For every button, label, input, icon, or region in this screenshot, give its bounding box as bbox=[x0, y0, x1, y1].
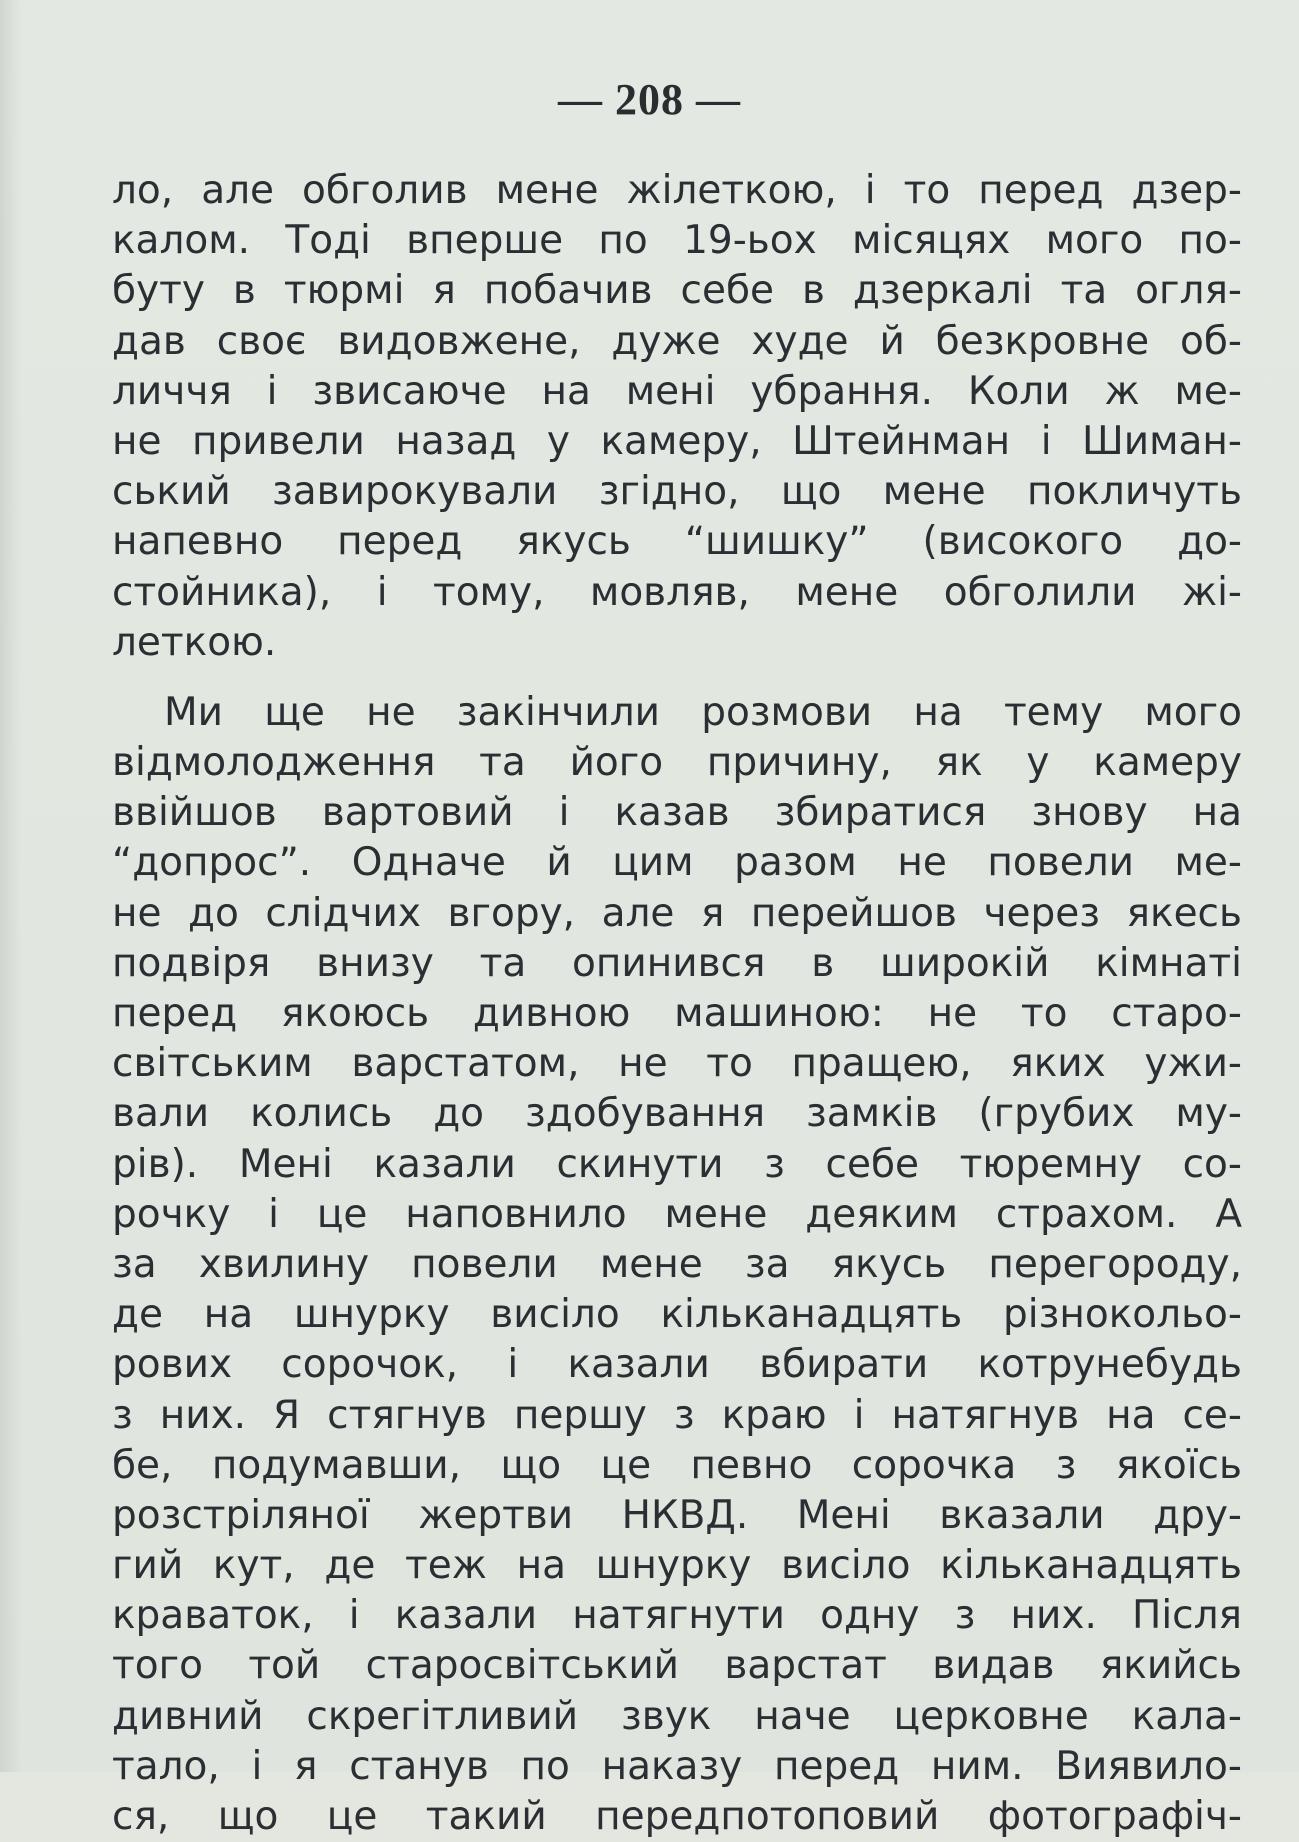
text-line: ло, але обголив мене жілеткою, і то перед дзер- bbox=[112, 168, 1242, 213]
text-line: ський завирокували згідно, що мене покличуть bbox=[112, 469, 1242, 515]
body-text bbox=[112, 166, 1242, 1842]
paragraph-1 bbox=[112, 166, 1242, 668]
text-line: ся, що це такий передпотоповий фотографіч- bbox=[112, 1794, 1242, 1839]
text-line: дивний скрегітливий звук наче церковне кала- bbox=[112, 1693, 1242, 1739]
page-edge-shadow bbox=[0, 0, 22, 1772]
text-line: леткою. bbox=[112, 619, 277, 665]
text-line: розстріляної жертви НКВД. Мені вказали дру- bbox=[112, 1492, 1242, 1538]
text-line: бе, подумавши, що це певно сорочка з якоїсь bbox=[112, 1442, 1242, 1488]
text-line: світським варстатом, не то пращею, яких ужи- bbox=[112, 1041, 1242, 1087]
text-line: вали колись до здобування замків (грубих му- bbox=[112, 1091, 1242, 1137]
text-line: гий кут, де теж на шнурку висіло кільканадцять bbox=[112, 1543, 1242, 1589]
text-line: стойника), і тому, мовляв, мене обголили жі- bbox=[112, 569, 1242, 615]
text-line: з них. Я стягнув першу з краю і натягнув на се- bbox=[112, 1392, 1242, 1438]
text-line: Ми ще не закінчили розмови на тему мого bbox=[164, 689, 1242, 735]
text-line: де на шнурку висіло кільканадцять різнокольо- bbox=[112, 1292, 1242, 1338]
text-line: не до слідчих вгору, але я перейшов через якесь bbox=[112, 890, 1242, 936]
text-line: того той старосвітський варстат видав якийсь bbox=[112, 1643, 1242, 1689]
text-line: рів). Мені казали скинути з себе тюремну со- bbox=[112, 1141, 1242, 1187]
text-line: відмолодження та його причину, як у камеру bbox=[112, 740, 1242, 786]
text-line: рових сорочок, і казали вбирати котрунебудь bbox=[112, 1342, 1242, 1388]
text-line: не привели назад у камеру, Штейнман і Шиман- bbox=[112, 418, 1242, 464]
text-line: ввійшов вартовий і казав збиратися знову на bbox=[112, 790, 1242, 836]
text-line: краваток, і казали натягнути одну з них. Після bbox=[112, 1593, 1242, 1639]
text-line: подвіря внизу та опинився в широкій кімнаті bbox=[112, 940, 1242, 986]
text-line: буту в тюрмі я побачив себе в дзеркалі та огля- bbox=[112, 268, 1242, 314]
text-line: за хвилину повели мене за якусь перегороду, bbox=[112, 1241, 1242, 1287]
text-line: напевно перед якусь “шишку” (високого до- bbox=[112, 519, 1242, 565]
text-line: рочку і це наповнило мене деяким страхом. А bbox=[112, 1191, 1242, 1237]
text-line: “допрос”. Одначе й цим разом не повели ме- bbox=[112, 840, 1242, 886]
text-line: калом. Тоді вперше по 19-ьох місяцях мого по- bbox=[112, 218, 1242, 264]
text-line: тало, і я станув по наказу перед ним. Виявило- bbox=[112, 1743, 1242, 1789]
text-line: перед якоюсь дивною машиною: не то старо- bbox=[112, 991, 1242, 1036]
text-line: личчя і звисаюче на мені убрання. Коли ж ме- bbox=[112, 368, 1242, 414]
text-line: дав своє видовжене, дуже худе й безкровне об- bbox=[112, 318, 1242, 364]
paragraph-2 bbox=[112, 688, 1242, 1842]
page-number: — 208 — bbox=[558, 75, 741, 124]
